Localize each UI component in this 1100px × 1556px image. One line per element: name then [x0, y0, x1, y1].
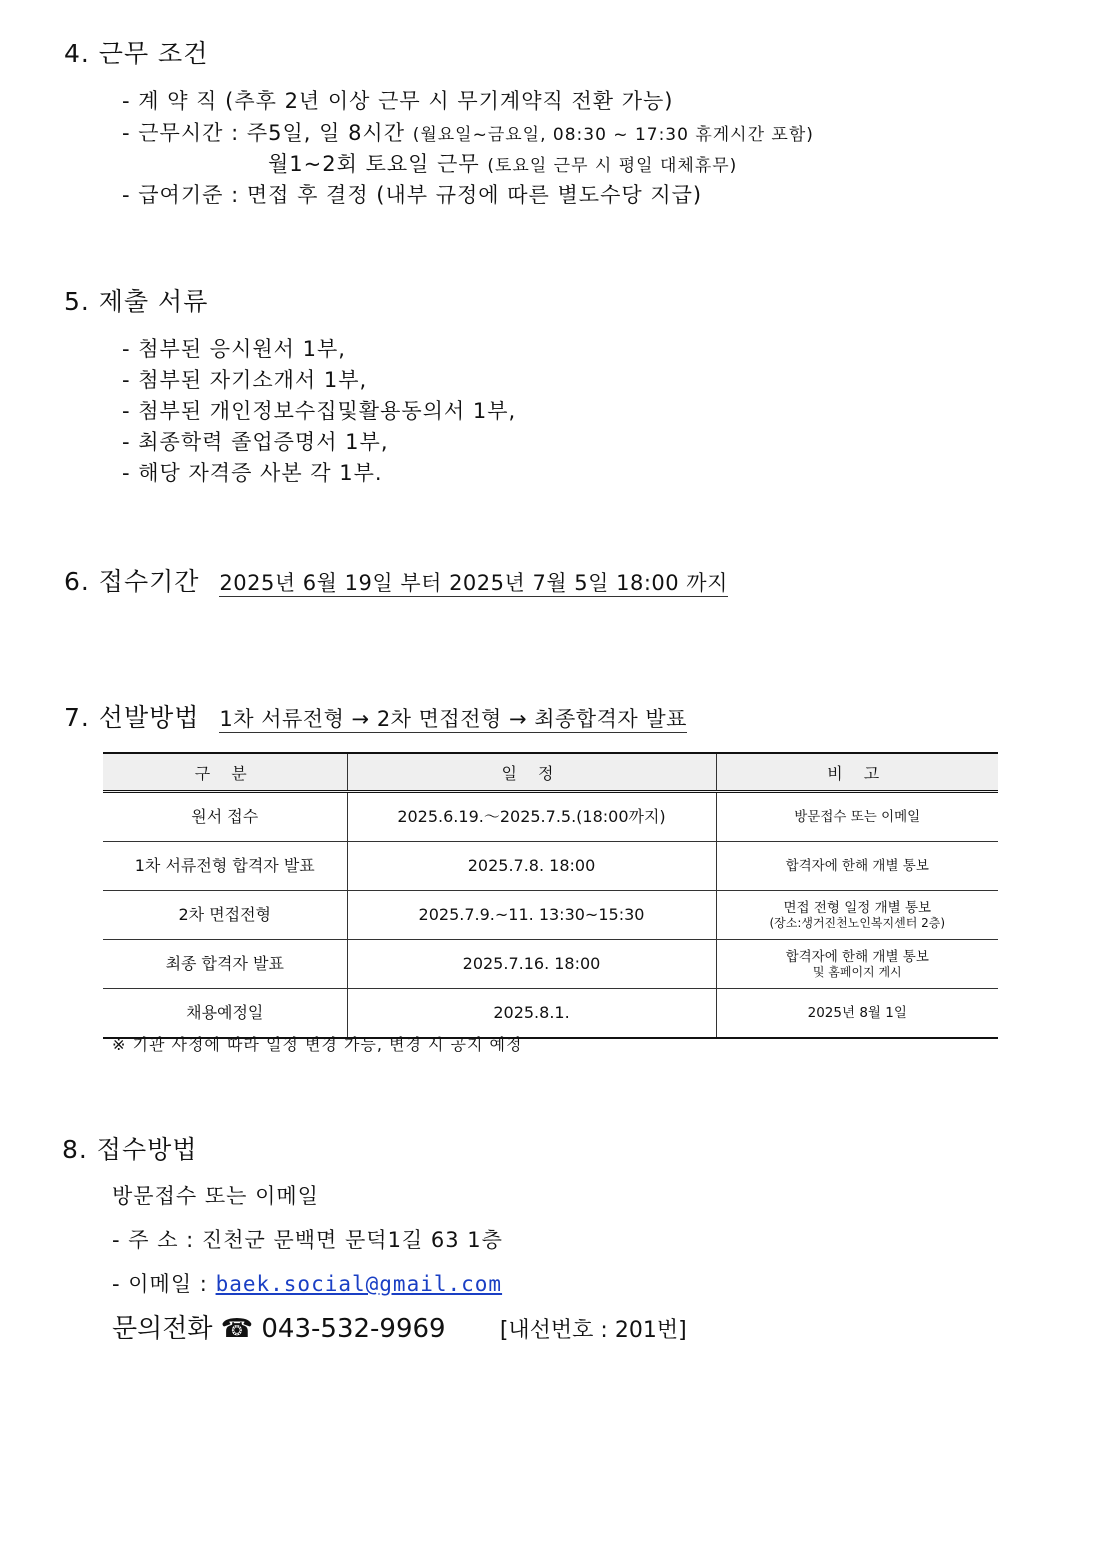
phone-label: 문의전화	[112, 1314, 213, 1344]
email-line	[112, 1268, 502, 1298]
condition-saturday-main: 월1~2회 토요일 근무	[268, 152, 480, 176]
remarks-text: 합격자에 한해 개별 통보	[785, 948, 929, 965]
section-6-title: 6. 접수기간	[64, 567, 200, 596]
cell-category: 2차 면접전형	[103, 891, 347, 940]
method-intro: 방문접수 또는 이메일	[112, 1184, 319, 1208]
condition-salary: - 급여기준 : 면접 후 결정 (내부 규정에 따른 별도수당 지급)	[122, 183, 703, 207]
document-item: - 해당 자격증 사본 각 1부.	[122, 461, 383, 485]
selection-method: 1차 서류전형 → 2차 면접전형 → 최종합격자 발표	[219, 707, 687, 731]
header-schedule: 일 정	[347, 753, 716, 792]
table-row	[103, 792, 998, 842]
header-category: 구 분	[103, 753, 347, 792]
condition-hours	[122, 117, 814, 147]
cell-remarks	[716, 842, 998, 891]
cell-schedule: 2025.7.9.~11. 13:30~15:30	[347, 891, 716, 940]
telephone-icon: ☎	[220, 1314, 254, 1344]
cell-remarks	[716, 792, 998, 842]
phone-number: 043-532-9969	[261, 1314, 446, 1344]
remarks-text: 2025년 8월 1일	[807, 1004, 907, 1021]
cell-remarks	[716, 891, 998, 940]
table-row	[103, 891, 998, 940]
remarks-text: 방문접수 또는 이메일	[794, 808, 921, 825]
cell-category: 최종 합격자 발표	[103, 940, 347, 989]
section-4-title: 4. 근무 조건	[64, 39, 209, 68]
condition-saturday	[268, 148, 737, 178]
cell-schedule: 2025.6.19.～2025.7.5.(18:00까지)	[347, 792, 716, 842]
cell-category: 1차 서류전형 합격자 발표	[103, 842, 347, 891]
condition-hours-detail: (월요일~금요일, 08:30 ~ 17:30 휴게시간 포함)	[412, 125, 814, 145]
cell-remarks	[716, 940, 998, 989]
table-row	[103, 940, 998, 989]
email-link[interactable]: baek.social@gmail.com	[215, 1272, 503, 1296]
schedule-table	[103, 752, 998, 1039]
table-row	[103, 842, 998, 891]
header-remarks: 비 고	[716, 753, 998, 792]
section-7	[64, 698, 687, 734]
phone-line	[112, 1308, 687, 1345]
document-item: - 첨부된 개인정보수집및활용동의서 1부,	[122, 399, 517, 423]
section-7-title: 7. 선발방법	[64, 703, 200, 732]
cell-category: 원서 접수	[103, 792, 347, 842]
cell-schedule: 2025.7.8. 18:00	[347, 842, 716, 891]
table-row	[103, 989, 998, 1039]
cell-schedule: 2025.7.16. 18:00	[347, 940, 716, 989]
section-6	[64, 562, 728, 598]
section-5-title: 5. 제출 서류	[64, 287, 209, 316]
document-item: - 첨부된 응시원서 1부,	[122, 337, 346, 361]
condition-contract: - 계 약 직 (추후 2년 이상 근무 시 무기계약직 전환 가능)	[122, 89, 674, 113]
cell-schedule: 2025.8.1.	[347, 989, 716, 1039]
cell-remarks	[716, 989, 998, 1039]
extension-number: [내선번호 : 201번]	[499, 1318, 687, 1343]
document-item: - 첨부된 자기소개서 1부,	[122, 368, 368, 392]
cell-category: 채용예정일	[103, 989, 347, 1039]
table-header-row	[103, 753, 998, 792]
remarks-subtext: 및 홈페이지 게시	[812, 964, 902, 979]
document-item: - 최종학력 졸업증명서 1부,	[122, 430, 389, 454]
remarks-text: 면접 전형 일정 개별 통보	[783, 899, 932, 916]
address-line: - 주 소 : 진천군 문백면 문덕1길 63 1층	[112, 1228, 503, 1252]
section-8-title: 8. 접수방법	[62, 1135, 198, 1164]
remarks-subtext: (장소:생거진천노인복지센터 2층)	[769, 915, 946, 930]
remarks-text: 합격자에 한해 개별 통보	[785, 857, 929, 874]
condition-saturday-detail: (토요일 근무 시 평일 대체휴무)	[487, 156, 738, 176]
schedule-footnote: ※ 기관 사정에 따라 일정 변경 가능, 변경 시 공지 예정	[112, 1035, 523, 1054]
application-period: 2025년 6월 19일 부터 2025년 7월 5일 18:00 까지	[219, 571, 728, 595]
email-label: - 이메일 :	[112, 1272, 208, 1296]
condition-hours-main: - 근무시간 : 주5일, 일 8시간	[122, 121, 405, 145]
